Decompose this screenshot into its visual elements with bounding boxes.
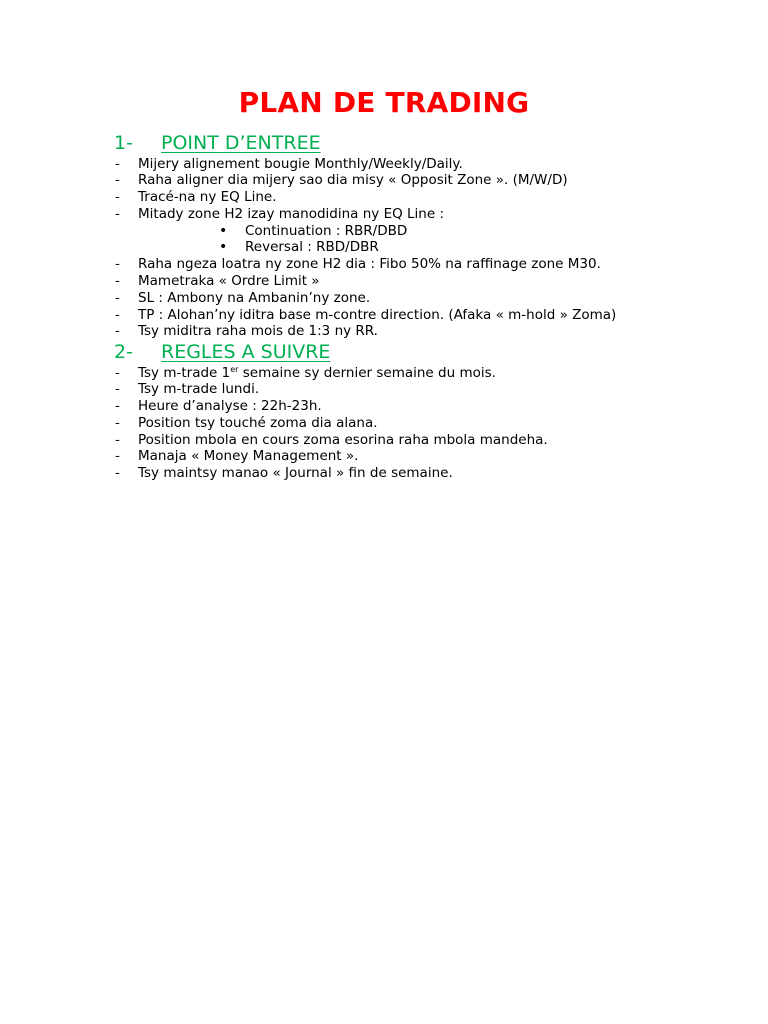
list-item-text: Raha ngeza loatra ny zone H2 dia : Fibo 50% na raffinage zone M30. xyxy=(138,256,601,273)
text-after-superscript: semaine sy dernier semaine du mois. xyxy=(238,364,496,381)
list-item-text xyxy=(138,365,496,382)
list-dash: - xyxy=(115,273,120,290)
entry-rules-list xyxy=(0,156,768,341)
list-item-text: Tsy miditra raha mois de 1:3 ny RR. xyxy=(138,323,378,340)
list-item-text: SL : Ambony na Ambanin’ny zone. xyxy=(138,289,371,306)
list-dash: - xyxy=(115,323,120,340)
list-dash: - xyxy=(115,289,120,306)
superscript: er xyxy=(230,364,239,374)
list-item-text: Tracé-na ny EQ Line. xyxy=(138,189,277,206)
list-dash: - xyxy=(115,448,120,465)
sub-list-item xyxy=(0,223,768,240)
list-item xyxy=(0,432,768,449)
sub-list-item-text: Reversal : RBD/DBR xyxy=(245,239,379,256)
sub-list-item-text: Continuation : RBR/DBD xyxy=(245,222,408,239)
list-item-text: Position mbola en cours zoma esorina raha mbola mandeha. xyxy=(138,431,548,448)
sub-list-item xyxy=(0,239,768,256)
list-item-text: Mitady zone H2 izay manodidina ny EQ Line : xyxy=(138,205,444,222)
list-item xyxy=(0,256,768,273)
document-title: PLAN DE TRADING xyxy=(238,86,530,119)
list-item-text: Raha aligner dia mijery sao dia misy « Opposit Zone ». (M/W/D) xyxy=(138,172,568,189)
section-title: REGLES A SUIVRE xyxy=(161,341,331,363)
section-title: POINT D’ENTREE xyxy=(161,132,321,154)
list-item xyxy=(0,307,768,324)
list-item-text: Tsy m-trade lundi. xyxy=(138,381,260,398)
list-dash: - xyxy=(115,431,120,448)
list-dash: - xyxy=(115,205,120,222)
list-item xyxy=(0,448,768,465)
list-dash: - xyxy=(115,189,120,206)
list-item xyxy=(0,172,768,189)
bullet-icon: • xyxy=(219,239,228,256)
list-item xyxy=(0,189,768,206)
list-item-text: Mijery alignement bougie Monthly/Weekly/Daily. xyxy=(138,155,463,172)
list-item xyxy=(0,381,768,398)
list-item xyxy=(0,398,768,415)
list-item-text: TP : Alohan’ny iditra base m-contre direction. (Afaka « m-hold » Zoma) xyxy=(138,306,617,323)
list-item xyxy=(0,273,768,290)
list-item xyxy=(0,365,768,382)
section-number: 2- xyxy=(114,341,133,363)
list-item xyxy=(0,323,768,340)
list-dash: - xyxy=(115,398,120,415)
list-dash: - xyxy=(115,381,120,398)
list-dash: - xyxy=(115,306,120,323)
bullet-icon: • xyxy=(219,222,228,239)
list-item xyxy=(0,415,768,432)
section-number: 1- xyxy=(114,132,133,154)
rules-list xyxy=(0,365,768,483)
list-item-text: Mametraka « Ordre Limit » xyxy=(138,273,320,290)
list-item-text: Tsy maintsy manao « Journal » fin de semaine. xyxy=(138,465,453,482)
list-item xyxy=(0,465,768,482)
list-item xyxy=(0,206,768,223)
list-dash: - xyxy=(115,172,120,189)
list-item-text: Manaja « Money Management ». xyxy=(138,448,359,465)
list-dash: - xyxy=(115,414,120,431)
list-item-text: Heure d’analyse : 22h-23h. xyxy=(138,398,322,415)
text-before-superscript: Tsy m-trade 1 xyxy=(138,364,231,381)
list-dash: - xyxy=(115,465,120,482)
list-item xyxy=(0,156,768,173)
list-dash: - xyxy=(115,155,120,172)
list-item xyxy=(0,290,768,307)
list-dash: - xyxy=(115,364,120,381)
list-dash: - xyxy=(115,256,120,273)
list-item-text: Position tsy touché zoma dia alana. xyxy=(138,414,378,431)
